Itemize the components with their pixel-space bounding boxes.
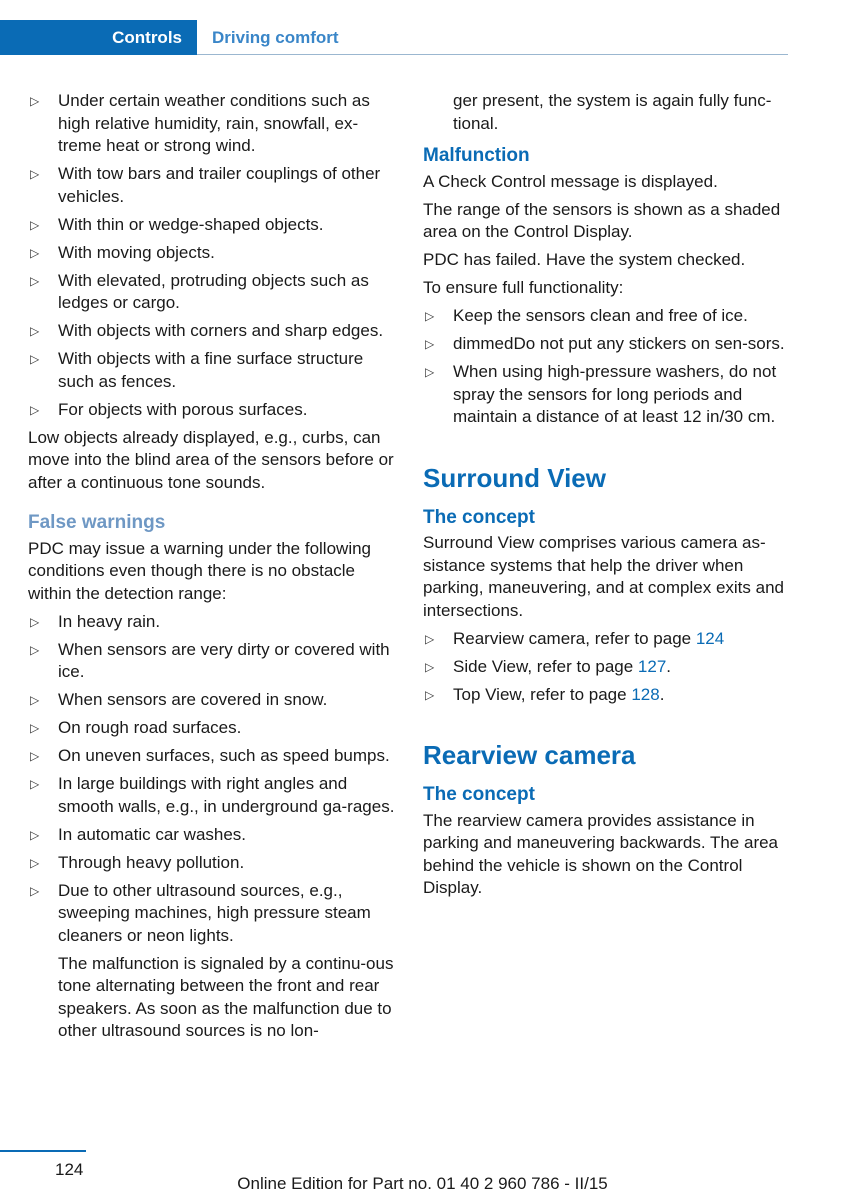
list-item: ▷ Under certain weather conditions such as high relative humidity, rain, snowfall, ex-treme heat or strong wind.: [30, 91, 370, 155]
triangle-right-icon: ▷: [425, 365, 435, 379]
page-link-127[interactable]: 127: [637, 656, 667, 676]
triangle-right-icon: ▷: [425, 337, 435, 351]
list-item: ▷ With objects with a fine surface structure such as fences.: [30, 349, 364, 391]
triangle-right-icon: ▷: [30, 167, 40, 181]
list-item: ▷ Rearview camera, refer to page 124: [423, 628, 795, 651]
malfunction-text-1: A Check Control message is displayed.: [423, 171, 718, 191]
list-item: ▷ On rough road surfaces.: [28, 717, 400, 740]
triangle-right-icon: ▷: [30, 352, 40, 366]
list-item: ▷ Top View, refer to page 128.: [423, 684, 795, 707]
list-item: ▷ In automatic car washes.: [28, 824, 400, 847]
left-column: [28, 90, 400, 1048]
functionality-list: [423, 305, 795, 429]
camera-systems-list: [423, 628, 795, 707]
surround-view-heading: Surround View: [423, 462, 606, 493]
triangle-right-icon: ▷: [30, 777, 40, 791]
page-header: [0, 0, 845, 56]
subsection-title: Driving comfort: [212, 28, 339, 47]
rearview-concept-heading: The concept: [423, 784, 535, 805]
list-item: ▷ When sensors are covered in snow.: [28, 689, 400, 712]
list-item: ▷ Side View, refer to page 127.: [423, 656, 795, 679]
triangle-right-icon: ▷: [30, 827, 40, 842]
false-warnings-intro: PDC may issue a warning under the following conditions even though there is no obstacle within the detection range:: [28, 538, 372, 603]
list-item: ▷ Keep the sensors clean and free of ice.: [423, 305, 795, 328]
rearview-camera-heading: Rearview camera: [423, 740, 636, 770]
surround-concept-heading: The concept: [423, 506, 535, 528]
page-number: 124: [55, 1160, 84, 1179]
triangle-right-icon: ▷: [30, 749, 40, 763]
triangle-right-icon: ▷: [30, 614, 40, 629]
list-item: ▷ Due to other ultrasound sources, e.g., sweeping machines, high pressure steam cleaners or neon lights.: [30, 880, 371, 945]
triangle-right-icon: ▷: [30, 402, 40, 417]
triangle-right-icon: ▷: [425, 631, 435, 646]
list-item: ▷ Through heavy pollution.: [28, 852, 400, 875]
surround-view-paragraph: Surround View comprises various camera as-sistance systems that help the driver when parking, maneuvering, and at complex exits and intersections.: [423, 533, 784, 620]
malfunction-text-3: PDC has failed. Have the system checked.: [423, 250, 746, 269]
list-item: ▷ dimmedDo not put any stickers on sen-sors.: [423, 333, 795, 356]
list-item: ▷ With elevated, protruding objects such as ledges or cargo.: [30, 270, 369, 312]
list-item: ▷ With tow bars and trailer couplings of other vehicles.: [30, 164, 381, 206]
false-warnings-list: [28, 611, 400, 948]
right-column: [423, 90, 795, 905]
header-rule: [197, 54, 788, 55]
malfunction-heading: Malfunction: [423, 145, 530, 166]
triangle-right-icon: ▷: [30, 642, 40, 657]
triangle-right-icon: ▷: [425, 687, 435, 702]
triangle-right-icon: ▷: [425, 309, 435, 323]
list-item: ▷ On uneven surfaces, such as speed bumps.: [28, 745, 400, 768]
triangle-right-icon: ▷: [425, 659, 435, 674]
list-item: ▷ With thin or wedge-shaped objects.: [28, 214, 400, 237]
section-tab: [0, 20, 197, 55]
section-title: Controls: [112, 28, 182, 47]
list-item: ▷ With objects with corners and sharp edges.: [28, 320, 400, 343]
false-warnings-heading: False warnings: [28, 512, 166, 533]
rearview-paragraph: The rearview camera provides assistance in parking and maneuvering backwards. The area behind the vehicle is shown on the Control Display.: [423, 810, 779, 897]
triangle-right-icon: ▷: [30, 217, 40, 232]
triangle-right-icon: ▷: [30, 721, 40, 735]
list-item: ▷ With moving objects.: [28, 242, 400, 265]
footer-rule: [0, 1150, 86, 1152]
list-item: ▷ When using high-pressure washers, do not spray the sensors for long periods and maintain a distance of at least 12 in/30 cm.: [425, 362, 777, 426]
malfunction-text-2: The range of the sensors is shown as a shaded area on the Control Display.: [423, 199, 781, 241]
page-link-128[interactable]: 128: [631, 684, 660, 704]
page-link-124[interactable]: 124: [695, 628, 725, 648]
list-item: ▷ In large buildings with right angles and smooth walls, e.g., in underground ga-rages.: [30, 774, 395, 816]
list-item: ▷ When sensors are very dirty or covered with ice.: [30, 639, 390, 681]
triangle-right-icon: ▷: [30, 245, 40, 260]
triangle-right-icon: ▷: [30, 324, 40, 338]
triangle-right-icon: ▷: [30, 855, 40, 870]
malfunction-signal-paragraph: The malfunction is signaled by a continu-ous tone alternating between the front and rear speakers. As soon as the malfunction due to other ultrasound sources is no lon-: [58, 953, 394, 1040]
triangle-right-icon: ▷: [30, 94, 40, 108]
low-objects-paragraph: Low objects already displayed, e.g., curbs, can move into the blind area of the sensors before or after a continuous tone sounds.: [28, 427, 394, 492]
malfunction-text-4: To ensure full functionality:: [423, 278, 624, 297]
triangle-right-icon: ▷: [30, 883, 40, 898]
limitations-list: [28, 90, 400, 421]
triangle-right-icon: ▷: [30, 693, 40, 707]
continued-paragraph: ger present, the system is again fully func-tional.: [453, 91, 772, 133]
edition-footer: Online Edition for Part no. 01 40 2 960 786 - II/15: [237, 1174, 608, 1193]
list-item: ▷ In heavy rain.: [28, 611, 400, 634]
list-item: ▷ For objects with porous surfaces.: [28, 399, 400, 422]
triangle-right-icon: ▷: [30, 273, 40, 288]
